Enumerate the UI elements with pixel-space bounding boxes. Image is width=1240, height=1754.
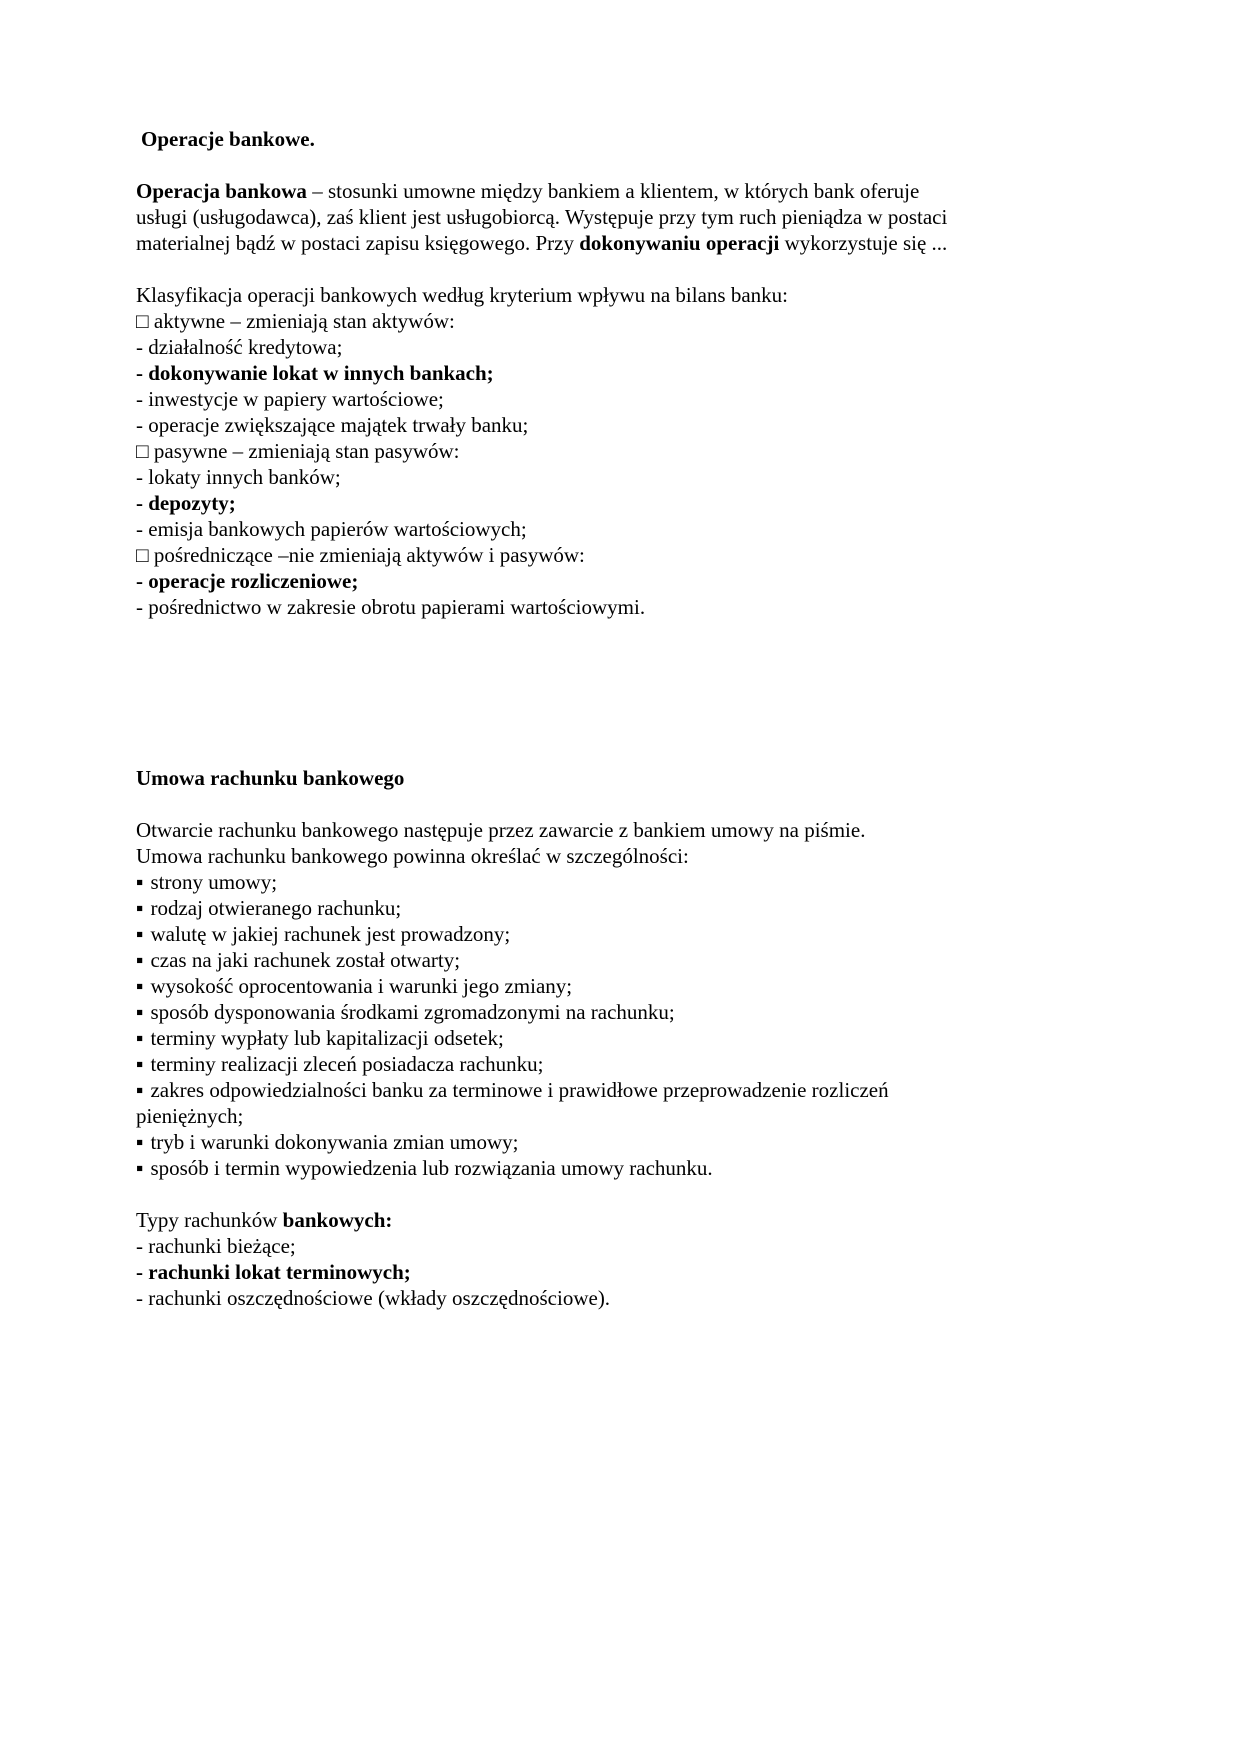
square-bullet-icon: ▪ [136,870,144,894]
bullet-text: zakres odpowiedzialności banku za terminowe i prawidłowe przeprowadzenie rozliczeń pieniężnych; [136,1078,889,1128]
types-section [136,1207,952,1311]
square-bullet-icon: ▪ [136,1052,144,1076]
classification-line: - emisja bankowych papierów wartościowych; [136,517,527,541]
square-bullet-icon: ▪ [136,896,144,920]
account-bullet-item [136,895,952,921]
classification-line: - inwestycje w papiery wartościowe; [136,387,444,411]
account-bullet-item [136,973,952,999]
bullet-text: rodzaj otwieranego rachunku; [150,896,402,920]
types-heading-normal: Typy rachunków [136,1208,283,1232]
classification-line: □ pasywne – zmieniają stan pasywów: [136,439,460,463]
types-heading [136,1207,952,1233]
classification-line: - operacje rozliczeniowe; [136,569,359,593]
square-bullet-icon: ▪ [136,1000,144,1024]
classification-line: - pośrednictwo w zakresie obrotu papierami wartościowymi. [136,595,646,619]
bullet-text: wysokość oprocentowania i warunki jego zmiany; [150,974,573,998]
bullet-text: sposób dysponowania środkami zgromadzonymi na rachunku; [150,1000,675,1024]
square-bullet-icon: ▪ [136,1156,144,1180]
account-bullet-item [136,1051,952,1077]
classification-line: - operacje zwiększające majątek trwały banku; [136,413,529,437]
account-bullet-item [136,1155,952,1181]
classification-section [136,282,952,620]
intro-bold-phrase: dokonywaniu operacji [579,231,780,255]
bullet-text: tryb i warunki dokonywania zmian umowy; [150,1130,519,1154]
account-paragraph-line: Otwarcie rachunku bankowego następuje przez zawarcie z bankiem umowy na piśmie. [136,818,866,842]
account-paragraph-line: Umowa rachunku bankowego powinna określać w szczególności: [136,844,689,868]
classification-line: - dokonywanie lokat w innych bankach; [136,361,494,385]
classification-line: - działalność kredytowa; [136,335,343,359]
square-bullet-icon: ▪ [136,974,144,998]
account-section-heading: Umowa rachunku bankowego [136,766,405,790]
square-bullet-icon: ▪ [136,948,144,972]
classification-line: - lokaty innych banków; [136,465,341,489]
bullet-text: terminy realizacji zleceń posiadacza rachunku; [150,1052,544,1076]
account-section [136,817,952,1181]
classification-line: □ aktywne – zmieniają stan aktywów: [136,309,455,333]
intro-lead-term: Operacja bankowa [136,179,307,203]
account-bullet-item [136,869,952,895]
types-line: - rachunki lokat terminowych; [136,1260,411,1284]
intro-text-1: – stosunki umowne między bankiem a klientem, w których bank oferuje usługi (usługodawca), zaś klient jest usługobiorcą. Występuje przy tym ruch pieniądza w postaci materialnej bądź w postaci zapisu księgowego. Przy [136,179,948,255]
classification-line: - depozyty; [136,491,236,515]
bullet-text: czas na jaki rachunek został otwarty; [150,948,461,972]
classification-line: □ pośredniczące –nie zmieniają aktywów i pasywów: [136,543,585,567]
document-title: Operacje bankowe. [141,127,315,151]
types-line: - rachunki bieżące; [136,1234,296,1258]
account-bullet-item [136,1025,952,1051]
intro-text-2: wykorzystuje się ... [779,231,948,255]
types-heading-bold: bankowych: [282,1208,393,1232]
account-bullet-item [136,1077,952,1129]
account-bullet-item [136,999,952,1025]
bullet-text: sposób i termin wypowiedzenia lub rozwiązania umowy rachunku. [150,1156,713,1180]
bullet-text: terminy wypłaty lub kapitalizacji odsetek; [150,1026,504,1050]
square-bullet-icon: ▪ [136,1130,144,1154]
account-bullet-item [136,947,952,973]
bullet-text: walutę w jakiej rachunek jest prowadzony; [150,922,511,946]
intro-paragraph [136,178,952,256]
account-bullet-item [136,921,952,947]
classification-heading: Klasyfikacja operacji bankowych według kryterium wpływu na bilans banku: [136,283,788,307]
square-bullet-icon: ▪ [136,922,144,946]
types-line: - rachunki oszczędnościowe (wkłady oszczędnościowe). [136,1286,611,1310]
square-bullet-icon: ▪ [136,1026,144,1050]
account-bullet-item [136,1129,952,1155]
square-bullet-icon: ▪ [136,1078,144,1102]
bullet-text: strony umowy; [150,870,278,894]
